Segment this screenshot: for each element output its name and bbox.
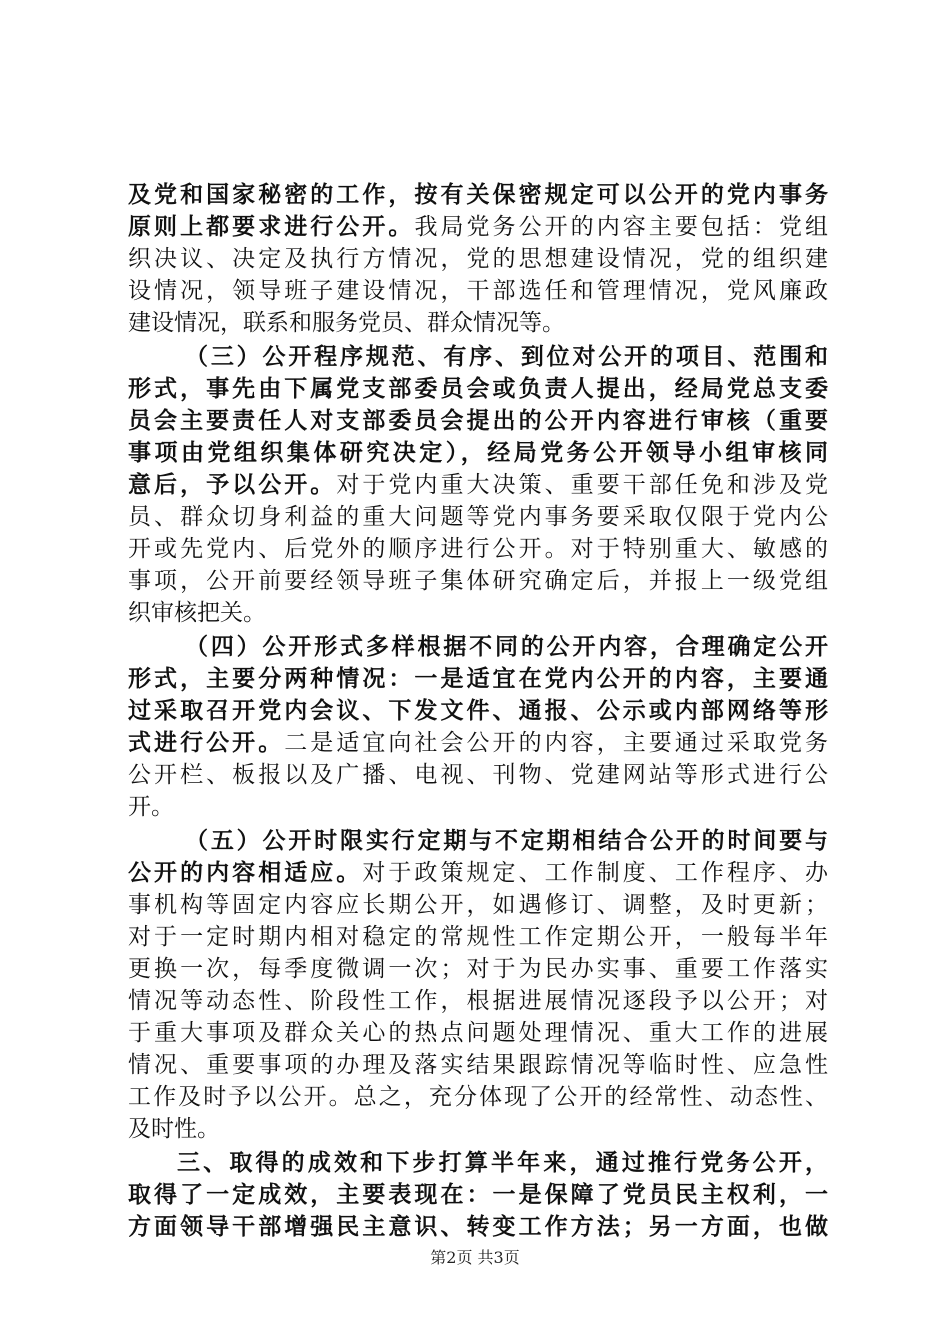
text-line [185,342,828,372]
text-run-bold: （四）公开形式多样根据不同的公开内容，合理确定公开 [185,634,828,660]
text-line [128,664,828,694]
text-line [128,470,828,500]
text-run: 事机构等固定内容应长期公开，如遇修订、调整，及时更新； [128,892,828,918]
text-run: 事项，公开前要经领导班子集体研究确定后，并报上一级党组 [128,568,828,594]
text-line [128,858,828,888]
text-run-bold: 员会主要责任人对支部委员会提出的公开内容进行审核（重要 [128,408,828,434]
text-run-bold: （五）公开时限实行定期与不定期相结合公开的时间要与 [185,828,828,854]
text-line [128,308,828,338]
text-line [128,986,828,1016]
text-run: 设情况，领导班子建设情况，干部选任和管理情况，党风廉政 [128,278,828,304]
text-line [128,244,828,274]
text-line [128,406,828,436]
text-line [128,760,828,790]
text-line [128,598,828,628]
text-line [128,212,828,242]
text-run: 织决议、决定及执行方情况，党的思想建设情况，党的组织建 [128,246,828,272]
text-run: 公开栏、板报以及广播、电视、刊物、党建网站等形式进行公 [128,762,828,788]
text-line [128,728,828,758]
text-line [128,276,828,306]
text-line [128,1212,828,1242]
text-run-bold: 形式，主要分两种情况：一是适宜在党内公开的内容，主要通 [128,666,828,692]
text-line [128,502,828,532]
text-run-bold: 方面领导干部增强民主意识、转变工作方法；另一方面，也做 [128,1214,828,1240]
text-run: 更换一次，每季度微调一次；对于为民办实事、重要工作落实 [128,956,828,982]
text-run-bold: 事项由党组织集体研究决定），经局党务公开领导小组审核同 [128,440,828,466]
text-run: 对于党内重大决策、重要干部任免和涉及党 [336,472,829,498]
text-line [128,1018,828,1048]
text-run-bold: 取得了一定成效，主要表现在：一是保障了党员民主权利，一 [128,1182,828,1208]
text-run-bold: 意后，予以公开。 [128,472,337,498]
text-run: 情况、重要事项的办理及落实结果跟踪情况等临时性、应急性 [128,1052,828,1078]
text-line [128,1114,828,1144]
text-run: 于重大事项及群众关心的热点问题处理情况、重大工作的进展 [128,1020,828,1046]
text-line [128,438,828,468]
text-run-bold: （三）公开程序规范、有序、到位对公开的项目、范围和 [185,344,828,370]
text-run: 织审核把关。 [128,600,266,626]
text-run-bold: 形式，事先由下属党支部委员会或负责人提出，经局党总支委 [128,376,828,402]
text-line [128,180,828,210]
text-run-bold: 式进行公开。 [128,730,285,756]
text-run-bold: 过采取召开党内会议、下发文件、通报、公示或内部网络等形 [128,698,828,724]
text-line [128,1050,828,1080]
text-run-bold: 原则上都要求进行公开。 [128,214,415,240]
text-run: 及时性。 [128,1116,220,1142]
text-line [177,1148,828,1178]
text-run-bold: 及党和国家秘密的工作，按有关保密规定可以公开的党内事务 [128,182,828,208]
text-run-bold: 公开的内容相适应。 [128,860,363,886]
text-line [128,792,828,822]
text-run: 员、群众切身利益的重大问题等党内事务要采取仅限于党内公 [128,504,828,530]
text-run: 开。 [128,794,174,820]
text-run: 对于一定时期内相对稳定的常规性工作定期公开，一般每半年 [128,924,828,950]
text-run: 二是适宜向社会公开的内容，主要通过采取党务 [284,730,829,756]
text-line [185,632,828,662]
text-run: 我局党务公开的内容主要包括：党组 [414,214,829,240]
text-run: 工作及时予以公开。总之，充分体现了公开的经常性、动态性、 [128,1084,828,1110]
text-line [128,534,828,564]
text-run-bold: 三、取得的成效和下步打算半年来，通过推行党务公开， [177,1150,828,1176]
text-line [128,954,828,984]
text-line [128,1180,828,1210]
text-line [128,374,828,404]
text-line [128,566,828,596]
text-line [128,922,828,952]
page-footer: 第2页 共3页 [430,1248,520,1267]
text-run: 开或先党内、后党外的顺序进行公开。对于特别重大、敏感的 [128,536,828,562]
text-line [128,1082,828,1112]
text-run: 对于政策规定、工作制度、工作程序、办 [362,860,829,886]
text-line [128,890,828,920]
text-run: 情况等动态性、阶段性工作，根据进展情况逐段予以公开；对 [128,988,828,1014]
text-run: 建设情况，联系和服务党员、群众情况等。 [128,310,565,336]
text-line [185,826,828,856]
text-line [128,696,828,726]
